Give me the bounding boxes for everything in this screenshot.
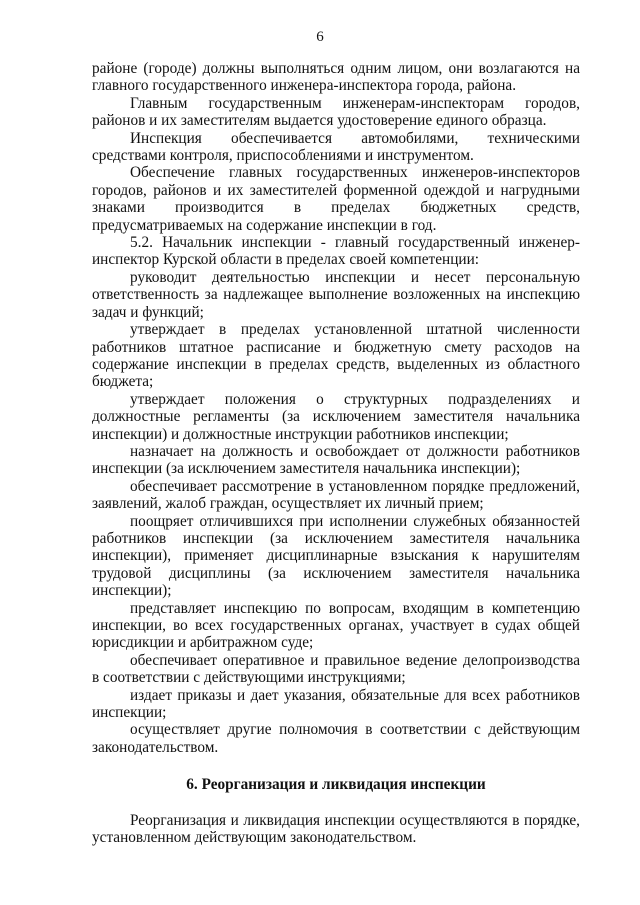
paragraph-equipment: Инспекция обеспечивается автомобилями, техническими средствами контроля, приспособлениями и инструментом. xyxy=(92,129,580,165)
paragraph-continuation: районе (городе) должны выполняться одним лицом, они возлагаются на главного государственного инженера-инспектора города, района. xyxy=(92,60,580,95)
list-item-complaints: обеспечивает рассмотрение в установленном порядке предложений, заявлений, жалоб граждан, осуществляет их личный прием; xyxy=(92,477,580,513)
paragraph-certificate: Главным государственным инженерам-инспекторам городов, районов и их заместителям выдается удостоверение единого образца. xyxy=(92,94,580,130)
section-6-text: Реорганизация и ликвидация инспекции осуществляются в порядке, установленном действующим законодательством. xyxy=(92,811,580,847)
paragraph-uniform: Обеспечение главных государственных инженеров-инспекторов городов, районов и их заместителей форменной одеждой и нагрудными знаками производится в пределах бюджетных средств, предусматриваемых на содержание инспекции в год. xyxy=(92,164,580,234)
paragraph-5-2: 5.2. Начальник инспекции - главный государственный инженер-инспектор Курской области в пределах своей компетенции: xyxy=(92,234,580,269)
list-item-approves-regulations: утверждает положения о структурных подразделениях и должностные регламенты (за исключением заместителя начальника инспекции) и должностные инструкции работников инспекции; xyxy=(92,390,580,443)
list-item-other-powers: осуществляет другие полномочия в соответствии с действующим законодательством. xyxy=(92,721,580,756)
list-item-records: обеспечивает оперативное и правильное ведение делопроизводства в соответствии с действующими инструкциями; xyxy=(92,651,580,687)
list-item-represents: представляет инспекцию по вопросам, входящим в компетенцию инспекции, во всех государственных органах, участвует в судах общей юрисдикции и арбитражном суде; xyxy=(92,599,580,652)
document-body xyxy=(92,60,580,846)
list-item-approves-staff: утверждает в пределах установленной штатной численности работников штатное расписание и бюджетную смету расходов на содержание инспекции в пределах средств, выделенных из областного бюджета; xyxy=(92,321,580,391)
list-item-appoints: назначает на должность и освобождает от должности работников инспекции (за исключением заместителя начальника инспекции); xyxy=(92,442,580,478)
page-number: 6 xyxy=(316,29,324,45)
section-6-heading: 6. Реорганизация и ликвидация инспекции xyxy=(186,776,486,794)
list-item-manages: руководит деятельностью инспекции и несет персональную ответственность за надлежащее выполнение возложенных на инспекцию задач и функций; xyxy=(92,268,580,321)
list-item-rewards: поощряет отличившихся при исполнении служебных обязанностей работников инспекции (за исключением заместителя начальника инспекции), применяет дисциплинарные взыскания к нарушителям трудовой дисциплины (за исключением заместителя начальника инспекции); xyxy=(92,512,580,600)
list-item-orders: издает приказы и дает указания, обязательные для всех работников инспекции; xyxy=(92,686,580,722)
